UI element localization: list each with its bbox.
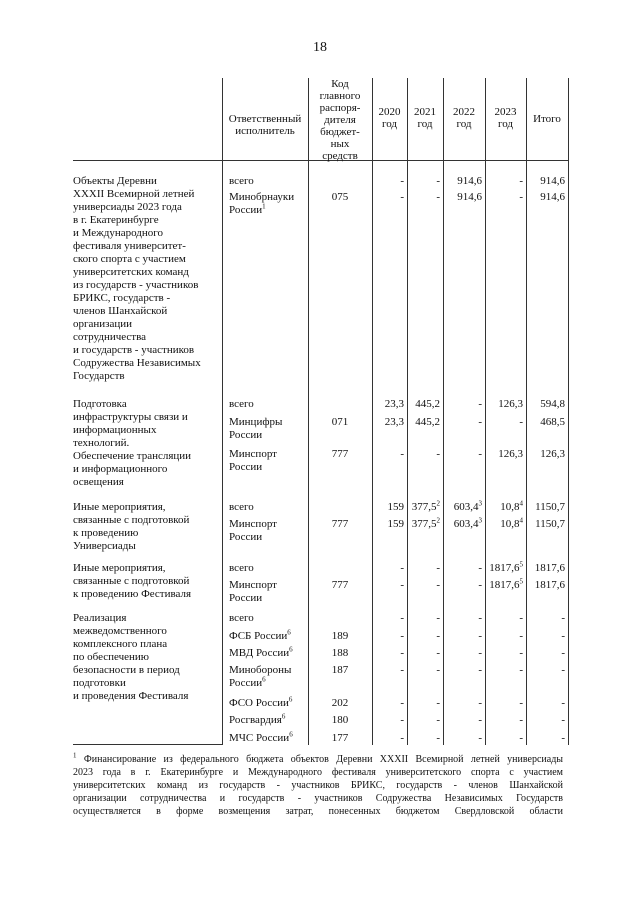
row-executor: всего (229, 562, 254, 574)
row-value-2022: - (478, 697, 482, 709)
row-value-2020: - (400, 448, 404, 460)
header-line: исполнитель (235, 125, 295, 137)
row-code: 177 (331, 732, 349, 744)
column-header-total (526, 113, 568, 125)
row-code: 189 (331, 630, 349, 642)
row-value-2023: 10,8$^4$ (500, 516, 523, 530)
column-header-code (308, 78, 372, 162)
column-header-2022 (443, 106, 485, 130)
row-value-2022: - (478, 612, 482, 624)
row-value-2023: - (519, 732, 523, 744)
row-value-2022: - (478, 416, 482, 428)
row-value-2022: - (478, 714, 482, 726)
row-value-2020: - (400, 562, 404, 574)
row-value-2021: - (436, 579, 440, 591)
row-code: 202 (331, 697, 349, 709)
row-value-total: 468,5 (540, 416, 565, 428)
row-value-2022: - (478, 579, 482, 591)
row-executor: Минспорт России (229, 518, 277, 543)
header-line: распоря- (319, 102, 361, 114)
row-executor: Минобороны России$^6$ (229, 664, 292, 689)
header-line: год (456, 118, 472, 130)
row-code: 187 (331, 664, 349, 676)
row-value-2022: - (478, 664, 482, 676)
row-value-2021: 445,2 (415, 398, 440, 410)
header-line: бюджет- (320, 126, 360, 138)
row-value-2020: - (400, 612, 404, 624)
row-executor: МЧС России$^6$ (229, 730, 293, 744)
row-value-2020: - (400, 175, 404, 187)
row-value-2021: 445,2 (415, 416, 440, 428)
row-code: 180 (331, 714, 349, 726)
section-description: Объекты Деревни XXXII Всемирной летней универсиады 2023 года в г. Екатеринбурге и Международного фестиваля университет- ского спорта с участием университетских команд из государств - участников БРИКС, государств - членов Шанхайской организации сотрудничества и государств - участников Содружества Независимых Государств (73, 175, 201, 382)
row-value-2020: 23,3 (384, 416, 404, 428)
row-value-2022: 914,6 (457, 175, 482, 187)
row-value-total: 914,6 (540, 175, 565, 187)
row-executor: Минспорт России (229, 448, 277, 473)
row-value-2023: - (519, 714, 523, 726)
row-executor: всего (229, 612, 254, 624)
row-value-2021: - (436, 562, 440, 574)
row-value-total: 126,3 (540, 448, 565, 460)
page-number: 18 (313, 40, 327, 55)
row-value-2021: - (436, 175, 440, 187)
row-value-2021: - (436, 647, 440, 659)
row-value-2020: - (400, 647, 404, 659)
row-value-total: 1817,6 (534, 579, 565, 591)
row-code: 188 (331, 647, 349, 659)
column-header-2023 (485, 106, 526, 130)
row-value-2023: - (519, 416, 523, 428)
row-value-2021: 377,5$^2$ (411, 499, 440, 513)
row-value-total: - (561, 732, 565, 744)
row-value-2020: 159 (387, 501, 404, 513)
row-value-2020: - (400, 697, 404, 709)
row-value-total: 1150,7 (535, 518, 565, 530)
header-line: дителя (324, 114, 356, 126)
row-executor: Росгвардия$^6$ (229, 712, 286, 726)
row-value-2021: - (436, 732, 440, 744)
row-executor: Минобрнауки России$^1$ (229, 191, 295, 216)
row-value-2021: - (436, 697, 440, 709)
header-line: средств (322, 150, 358, 162)
row-value-2020: - (400, 191, 404, 203)
footnote-line: $^1$ Финансирование из федерального бюджета объектов Деревни XXXII Всемирной летней универсиады (73, 751, 563, 765)
row-executor: Минцифры России (229, 416, 283, 441)
row-value-total: 1150,7 (535, 501, 565, 513)
row-value-total: 594,8 (540, 398, 565, 410)
section-description: Иные мероприятия, связанные с подготовкой к проведению Фестиваля (73, 562, 192, 600)
row-value-2023: 1817,6$^5$ (489, 577, 523, 591)
row-code: 071 (331, 416, 349, 428)
row-value-total: 914,6 (540, 191, 565, 203)
section-description: Подготовка инфраструктуры связи и информационных технологий. Обеспечение трансляции и информационного освещения (73, 398, 192, 488)
footnote-separator (73, 744, 223, 745)
row-value-total: - (561, 714, 565, 726)
row-value-total: 1817,6 (534, 562, 565, 574)
row-value-2022: - (478, 732, 482, 744)
footnote-line: университетских команд из государств - участников БРИКС, государств - членов Шанхайской (73, 780, 563, 791)
row-executor: Минспорт России (229, 579, 277, 604)
header-line: Итого (533, 113, 561, 125)
row-value-2020: - (400, 664, 404, 676)
row-value-2021: - (436, 448, 440, 460)
row-value-2023: 126,3 (498, 448, 523, 460)
row-value-2023: 1817,6$^5$ (489, 560, 523, 574)
row-value-total: - (561, 630, 565, 642)
row-value-2023: - (519, 647, 523, 659)
header-line: 2022 (453, 106, 475, 118)
row-value-2023: - (519, 697, 523, 709)
row-value-total: - (561, 612, 565, 624)
row-value-2023: - (519, 175, 523, 187)
row-value-2022: - (478, 647, 482, 659)
header-line: Ответственный (228, 113, 302, 125)
header-line: год (417, 118, 433, 130)
header-line: Код (331, 78, 349, 90)
column-header-executor (222, 113, 308, 137)
row-value-2021: - (436, 191, 440, 203)
row-value-2022: 914,6 (457, 191, 482, 203)
row-value-2020: - (400, 732, 404, 744)
row-value-2020: - (400, 714, 404, 726)
row-value-2022: 603,4$^3$ (453, 499, 482, 513)
table-column-rule (568, 78, 569, 745)
header-line: 2021 (414, 106, 436, 118)
row-value-total: - (561, 664, 565, 676)
row-value-total: - (561, 697, 565, 709)
row-code: 777 (331, 518, 349, 530)
header-line: главного (319, 90, 361, 102)
row-value-2020: 159 (387, 518, 404, 530)
row-executor: ФСБ России$^6$ (229, 628, 291, 642)
row-value-2023: 126,3 (498, 398, 523, 410)
section-description: Иные мероприятия, связанные с подготовкой к проведению Универсиады (73, 501, 190, 552)
row-value-2021: - (436, 664, 440, 676)
footnote-line: организации сотрудничества и государств - участников Содружества Независимых Государств (73, 793, 563, 804)
column-header-2020 (372, 106, 407, 130)
footnote (73, 753, 563, 818)
footnote-line: осуществляется в форме возмещения затрат, понесенных бюджетом Свердловской области (73, 806, 563, 817)
row-value-2022: - (478, 630, 482, 642)
footnote-line: 2023 года в г. Екатеринбурге и Международного фестиваля университетского спорта с участием (73, 767, 563, 778)
row-value-2020: - (400, 579, 404, 591)
row-value-total: - (561, 647, 565, 659)
row-value-2020: - (400, 630, 404, 642)
row-value-2022: - (478, 562, 482, 574)
row-executor: ФСО России$^6$ (229, 695, 293, 709)
row-value-2022: 603,4$^3$ (453, 516, 482, 530)
row-executor: МВД России$^6$ (229, 645, 293, 659)
header-line: 2023 (494, 106, 517, 118)
row-code: 075 (331, 191, 349, 203)
table-column-rule (308, 78, 309, 745)
row-executor: всего (229, 501, 254, 513)
row-value-2023: - (519, 630, 523, 642)
row-value-2023: - (519, 612, 523, 624)
row-value-2022: - (478, 398, 482, 410)
column-header-2021 (407, 106, 443, 130)
row-code: 777 (331, 579, 349, 591)
section-description: Реализация межведомственного комплексного плана по обеспечению безопасности в период подготовки и проведения Фестиваля (73, 612, 189, 702)
row-executor: всего (229, 398, 254, 410)
row-value-2023: 10,8$^4$ (500, 499, 523, 513)
row-value-2020: 23,3 (384, 398, 404, 410)
row-value-2021: 377,5$^2$ (411, 516, 440, 530)
row-executor: всего (229, 175, 254, 187)
header-line: ных (330, 138, 350, 150)
row-code: 777 (331, 448, 349, 460)
row-value-2022: - (478, 448, 482, 460)
row-value-2021: - (436, 612, 440, 624)
row-value-2021: - (436, 630, 440, 642)
row-value-2023: - (519, 664, 523, 676)
row-value-2023: - (519, 191, 523, 203)
header-line: год (497, 118, 514, 130)
row-value-2021: - (436, 714, 440, 726)
header-line: 2020 (378, 106, 401, 118)
header-line: год (381, 118, 398, 130)
